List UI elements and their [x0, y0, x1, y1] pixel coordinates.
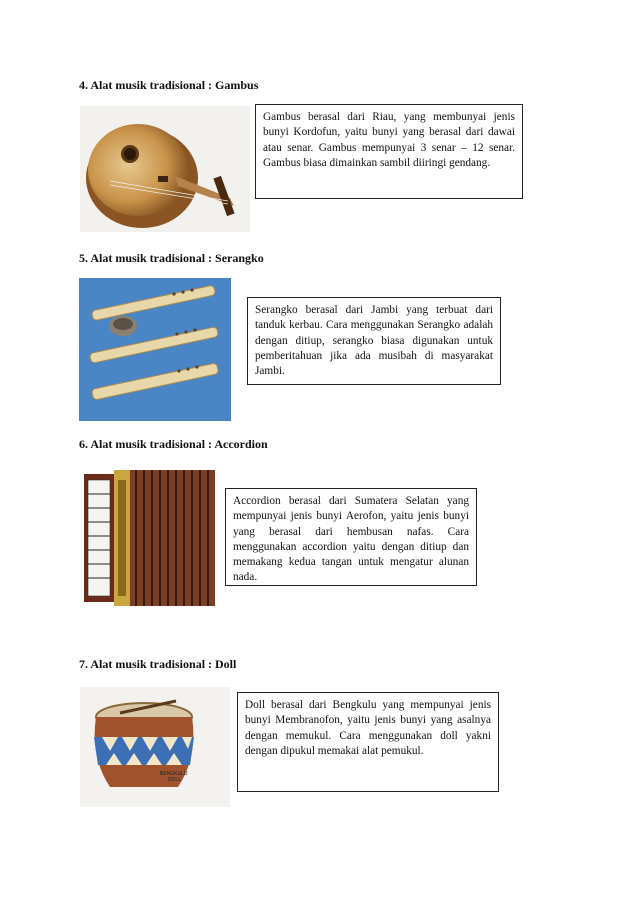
accordion-icon [80, 466, 225, 612]
accordion-image [80, 466, 225, 612]
gambus-image [80, 106, 250, 232]
svg-text:DOLL: DOLL [168, 777, 182, 783]
description-doll: Doll berasal dari Bengkulu yang mempunyai jenis bunyi Membranofon, yaitu jenis bunyi yang asalnya dengan memukul. Cara menggunakan doll yakni dengan dipukul memakai alat pemukul. [237, 692, 499, 792]
heading-doll: 7. Alat musik tradisional : Doll [79, 657, 237, 671]
heading-accordion: 6. Alat musik tradisional : Accordion [79, 437, 268, 451]
heading-gambus: 4. Alat musik tradisional : Gambus [79, 78, 259, 92]
svg-text:BENGKULU: BENGKULU [160, 771, 188, 777]
serangko-flutes-icon [79, 278, 231, 421]
description-gambus: Gambus berasal dari Riau, yang membunyai jenis bunyi Kordofun, yaitu bunyi yang berasal dari dawai atau senar. Gambus mempunyai 3 senar – 12 senar. Gambus biasa dimainkan sambil diiringi gendang. [255, 104, 523, 199]
doll-image [80, 687, 230, 807]
serangko-image [79, 278, 231, 421]
gambus-lute-icon [80, 106, 250, 232]
description-serangko: Serangko berasal dari Jambi yang terbuat dari tanduk kerbau. Cara menggunakan Serangko adalah dengan ditiup, serangko biasa digunakan untuk pemberitahuan jika ada musibah di masyarakat Jambi. [247, 297, 501, 385]
heading-serangko: 5. Alat musik tradisional : Serangko [79, 251, 264, 265]
description-accordion: Accordion berasal dari Sumatera Selatan yang mempunyai jenis bunyi Aerofon, yaitu jenis bunyi yang berasal dari hembusan nafas. Cara menggunakan accordion yaitu dengan ditiup dan memakang kedua tangan untuk mengatur alunan nada. [225, 488, 477, 586]
doll-drum-icon [80, 687, 230, 807]
